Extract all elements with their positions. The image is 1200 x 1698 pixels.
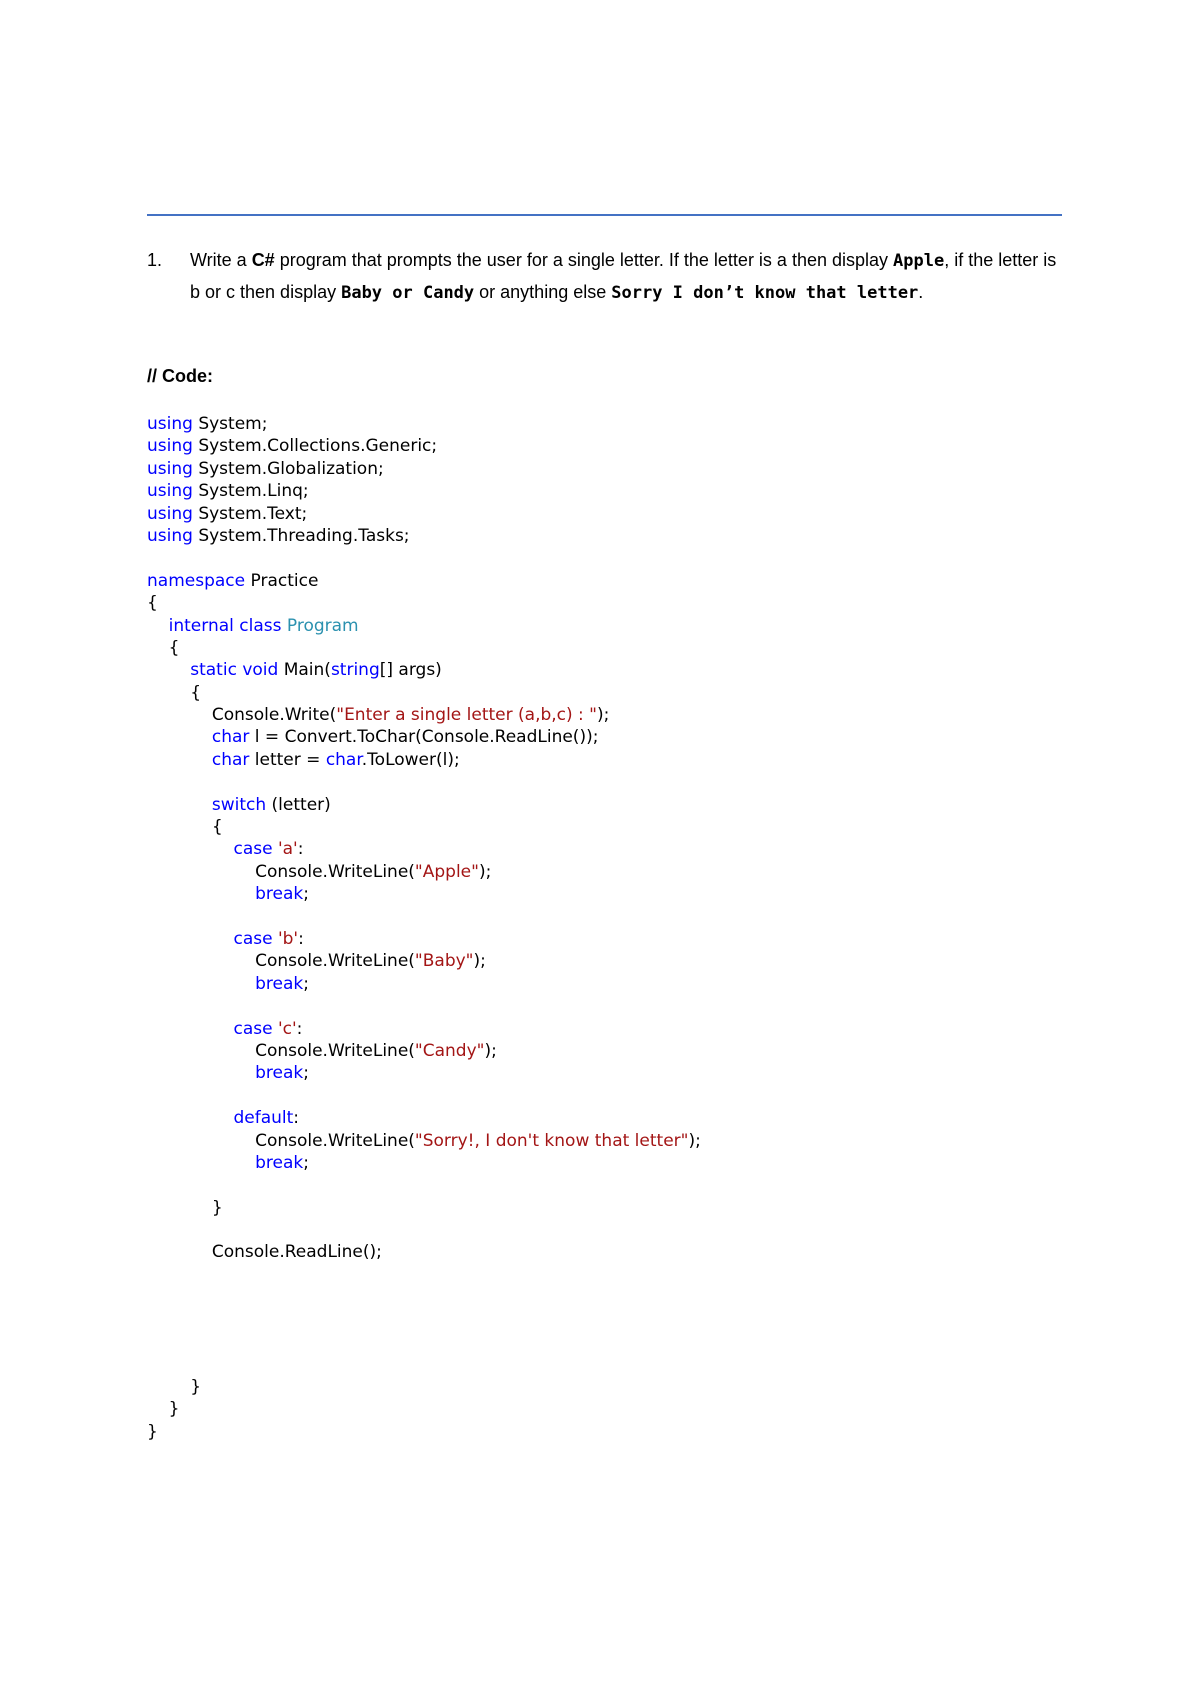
code-line [147,637,701,659]
code-text: System.Linq; [192,481,309,502]
code-line [147,1353,701,1375]
code-line [147,883,701,905]
code-text: Practice [245,570,319,591]
code-text [147,1019,233,1039]
code-text [147,1108,233,1128]
code-string: "Baby" [414,951,474,972]
code-line [147,1398,701,1420]
code-text: : [293,1108,300,1129]
code-text: { [147,593,158,614]
code-text: System.Threading.Tasks; [192,525,410,546]
code-text [147,660,190,680]
code-line [147,435,701,457]
output-sorry: Sorry I don’t know that letter [611,283,919,303]
code-line [147,1286,701,1308]
code-keyword: case [233,928,273,949]
output-apple: Apple [893,251,945,271]
code-keyword: switch [211,794,267,815]
code-text: ); [473,951,486,972]
code-keyword: char [325,749,362,770]
code-text: Console.ReadLine(); [147,1242,382,1263]
code-line [147,1040,701,1062]
code-line [147,1241,701,1263]
code-text: { [147,637,180,658]
code-text: : [297,839,304,860]
exercise-question [147,245,1062,309]
code-line [147,1264,701,1286]
code-type: Program [286,615,359,636]
question-text-part: Write a [190,250,252,270]
question-text-part: or anything else [474,282,612,302]
code-keyword: case [233,1018,273,1039]
code-keyword: using [147,525,193,546]
code-text: System; [192,414,268,434]
code-keyword: break [255,884,304,905]
code-line [147,861,701,883]
code-keyword: using [147,481,193,502]
code-line [147,950,701,972]
code-heading: // Code: [147,366,213,386]
code-text: Main( [278,660,331,681]
code-line [147,1085,701,1107]
code-text: : [296,1018,303,1039]
code-string: 'c' [277,1018,297,1039]
code-text: System.Collections.Generic; [192,436,438,457]
code-text: ); [688,1130,701,1151]
code-line [147,525,701,547]
code-line [147,413,701,435]
code-text [147,1063,255,1083]
code-keyword: char [211,727,250,748]
code-text: ); [597,705,610,726]
code-line [147,1197,701,1219]
code-block [147,413,701,1443]
code-keyword: void [242,660,279,681]
code-line [147,1107,701,1129]
code-line [147,503,701,525]
code-text: ); [478,861,492,882]
code-line [147,1376,701,1398]
code-text: System.Text; [192,503,308,524]
code-line [147,838,701,860]
code-text: } [147,1197,223,1218]
code-line [147,1174,701,1196]
code-keyword: break [255,973,304,994]
code-line [147,995,701,1017]
code-text: Console.WriteLine( [147,1040,415,1061]
code-line [147,1062,701,1084]
code-string: "Candy" [414,1040,485,1061]
code-keyword: case [233,839,273,860]
code-text [147,884,255,904]
code-line [147,480,701,502]
code-text: Console.WriteLine( [147,861,415,882]
code-text: l = Convert.ToChar(Console.ReadLine()); [249,727,599,748]
code-line [147,749,701,771]
code-keyword: char [211,749,250,770]
code-text [147,750,212,770]
code-keyword: break [255,1152,304,1173]
code-line [147,682,701,704]
code-text: ; [303,884,309,905]
code-text: } [147,1376,202,1397]
code-line [147,794,701,816]
code-text [147,616,169,636]
question-text-part: . [918,282,924,302]
code-keyword: default [233,1108,294,1129]
question-text-part: program that prompts the user for a single letter. If the letter is a then display [274,250,894,270]
code-keyword: static [190,660,237,681]
code-keyword: using [147,503,193,524]
code-line [147,726,701,748]
code-keyword: using [147,414,193,434]
output-baby-or-candy: Baby or Candy [341,283,475,303]
code-line [147,659,701,681]
code-text [147,839,233,859]
code-line [147,570,701,592]
code-line [147,973,701,995]
code-line [147,1152,701,1174]
code-string: "Enter a single letter (a,b,c) : " [336,705,598,726]
code-text: ; [303,973,309,994]
code-line [147,615,701,637]
code-keyword: namespace [147,570,246,591]
question-text [190,245,1062,309]
code-line [147,592,701,614]
code-keyword: using [147,436,193,457]
code-text: Console.WriteLine( [147,1130,415,1151]
code-text: letter = [249,749,326,770]
code-text [147,1153,255,1173]
code-string: 'b' [277,928,299,949]
language-name: C# [251,250,275,270]
code-text: (letter) [266,794,331,815]
code-line [147,1130,701,1152]
code-text [147,727,212,747]
code-keyword: break [255,1063,304,1084]
code-text [147,929,233,949]
code-string: "Sorry!, I don't know that letter" [414,1130,689,1151]
question-number: 1. [147,250,163,270]
header-rule [147,214,1062,216]
code-text: ; [303,1063,309,1084]
code-text: { [147,682,202,703]
code-line [147,1309,701,1331]
code-string: "Apple" [414,861,479,882]
code-text: { [147,817,223,838]
code-line [147,1331,701,1353]
code-line [147,1219,701,1241]
question-text-part: , if the letter is b or c then display [190,250,1057,302]
code-line [147,704,701,726]
code-text: Console.Write( [147,705,337,726]
code-text: ; [303,1152,309,1173]
code-text: .ToLower(l); [361,749,460,770]
code-line [147,458,701,480]
code-line [147,816,701,838]
code-keyword: using [147,458,193,479]
code-text: System.Globalization; [192,458,384,479]
code-text [147,974,255,994]
code-text: } [147,1399,180,1420]
code-text: } [147,1421,158,1442]
code-line [147,906,701,928]
code-line [147,1421,701,1443]
code-keyword: class [239,615,282,636]
code-text: : [298,928,304,949]
code-line [147,1018,701,1040]
code-string: 'a' [277,839,298,860]
code-text [147,795,212,815]
code-text: ); [484,1040,497,1061]
code-keyword: string [330,660,380,681]
code-text: Console.WriteLine( [147,951,415,972]
code-keyword: internal [168,615,234,636]
code-line [147,928,701,950]
code-text: [] args) [379,660,442,681]
code-line [147,771,701,793]
code-line [147,547,701,569]
